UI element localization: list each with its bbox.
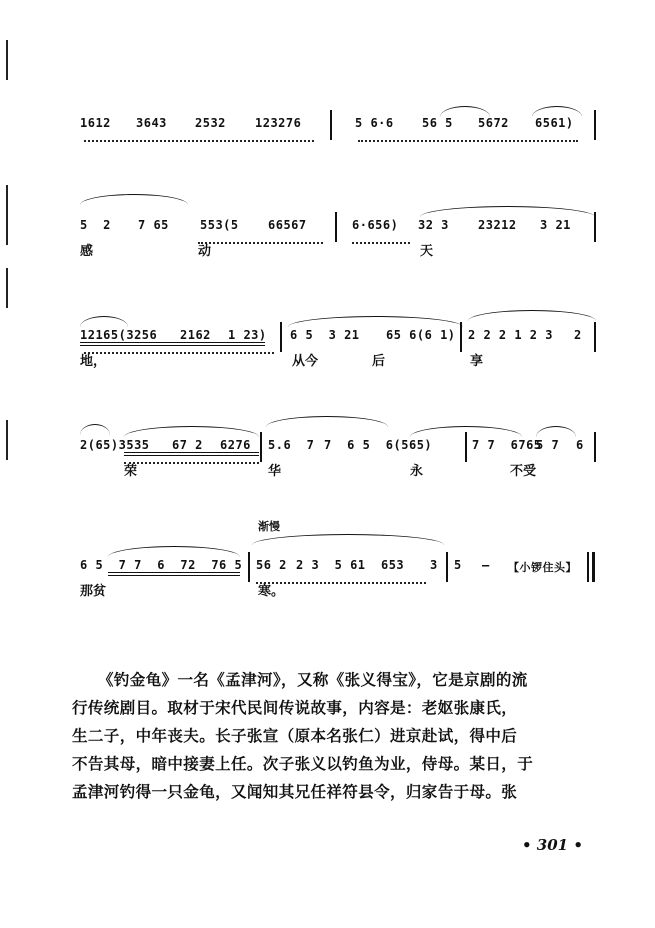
note-group: 3 [430,558,438,572]
octave-dots [352,234,410,244]
note-group: 2 [574,328,582,342]
barline [594,322,596,352]
slur [288,316,463,327]
note-group: 2(65)3535 [80,438,150,452]
tempo-marking: 渐慢 [258,520,280,533]
slur [468,310,596,321]
slur [536,426,576,437]
lyric: 感 [80,244,94,259]
lyric: 动 [198,244,212,259]
note-group: 65 6(6 1) [386,328,456,342]
lyric: 天 [420,244,434,259]
lyric: 荣 [124,464,138,479]
note-group: 2 3 5 61 653 [296,558,405,572]
barline [594,432,596,462]
slur [252,534,444,545]
note-group: 6 5 3 21 [290,328,360,342]
note-group: 6·656) [352,218,399,232]
paragraph-line: 行传统剧目。取材于宋代民间传说故事，内容是：老妪张康氏， [72,698,518,717]
percussion-label: 【小锣住头】 [508,561,577,574]
octave-dots [198,234,323,244]
note-group: 23212 [478,218,517,232]
note-group: 5672 [478,116,509,130]
lyric: 永 [410,464,424,479]
note-group: 1612 [80,116,111,130]
barline [460,322,462,352]
final-barline [592,552,595,582]
note-group: 6 5 7 7 6 72 76 5 [80,558,243,572]
barline [594,212,596,242]
rhythm-underline [108,572,240,576]
synopsis-paragraph [72,666,617,806]
lyric: 那贫 [80,584,107,599]
octave-dots [358,132,578,142]
lyric: 后 [372,354,386,369]
note-group: 7 6 5 6(565) [324,438,433,452]
note-group: 3 21 [540,218,571,232]
lyric: 华 [268,464,282,479]
lyric: 地， [80,354,107,369]
slur [440,106,490,117]
note-group: – [482,558,490,572]
octave-dots [124,454,259,464]
note-group: 7 7 6765 [472,438,542,452]
note-group: 5.6 7 [268,438,315,452]
slur [80,424,110,435]
slur [80,316,128,327]
note-group: 5 [454,558,462,572]
octave-dots [84,344,274,354]
page-number: • 301 • [522,836,583,854]
note-group: 1 23) [228,328,267,342]
barline [594,110,596,140]
barline [587,552,589,582]
note-group: 5 2 [80,218,111,232]
note-group: 2162 [180,328,211,342]
lyric: 享 [470,354,484,369]
barline [248,552,250,582]
barline [335,212,337,242]
paragraph-line: 生二子，中年丧夫。长子张宣（原本名张仁）进京赴试，得中后 [72,726,518,745]
octave-dots [84,132,314,142]
slur [124,426,259,437]
note-group: 7 65 [138,218,169,232]
paragraph-line: 《钓金龟》一名《孟津河》，又称《张义得宝》，它是京剧的流 [98,670,528,689]
note-group: 67 2 [172,438,203,452]
lyric: 寒。 [258,584,285,599]
barline [465,432,467,462]
slur [420,206,595,217]
scan-edge-mark [6,268,8,308]
note-group: 56 5 [422,116,453,130]
scan-edge-mark [6,420,8,460]
note-group: 5 6·6 [355,116,394,130]
scan-edge-mark [6,40,8,80]
note-group: 12165(3256 [80,328,158,342]
note-group: 66567 [268,218,307,232]
barline [260,432,262,462]
note-group: 32 3 [418,218,449,232]
slur [532,106,582,117]
paragraph-line: 孟津河钓得一只金龟，又闻知其兄任祥符县令，归家告于母。张 [72,782,518,801]
note-group: 5 7 [536,438,560,452]
note-group: 123276 [255,116,302,130]
scan-edge-mark [6,185,8,245]
note-group: 2532 [195,116,226,130]
note-group: 6 [576,438,584,452]
barline [280,322,282,352]
lyric: 不受 [510,464,537,479]
note-group: 553(5 [200,218,239,232]
slur [108,546,240,557]
note-group: 3643 [136,116,167,130]
lyric: 从今 [292,354,319,369]
note-group: 2 2 2 1 2 3 [468,328,553,342]
barline [446,552,448,582]
note-group: 56 2 [256,558,287,572]
note-group: 6561) [535,116,574,130]
note-group: 6276 [220,438,251,452]
slur [266,416,388,427]
barline [330,110,332,140]
slur [80,194,188,205]
paragraph-line: 不告其母，暗中接妻上任。次子张义以钓鱼为业，侍母。某日，于 [72,754,534,773]
